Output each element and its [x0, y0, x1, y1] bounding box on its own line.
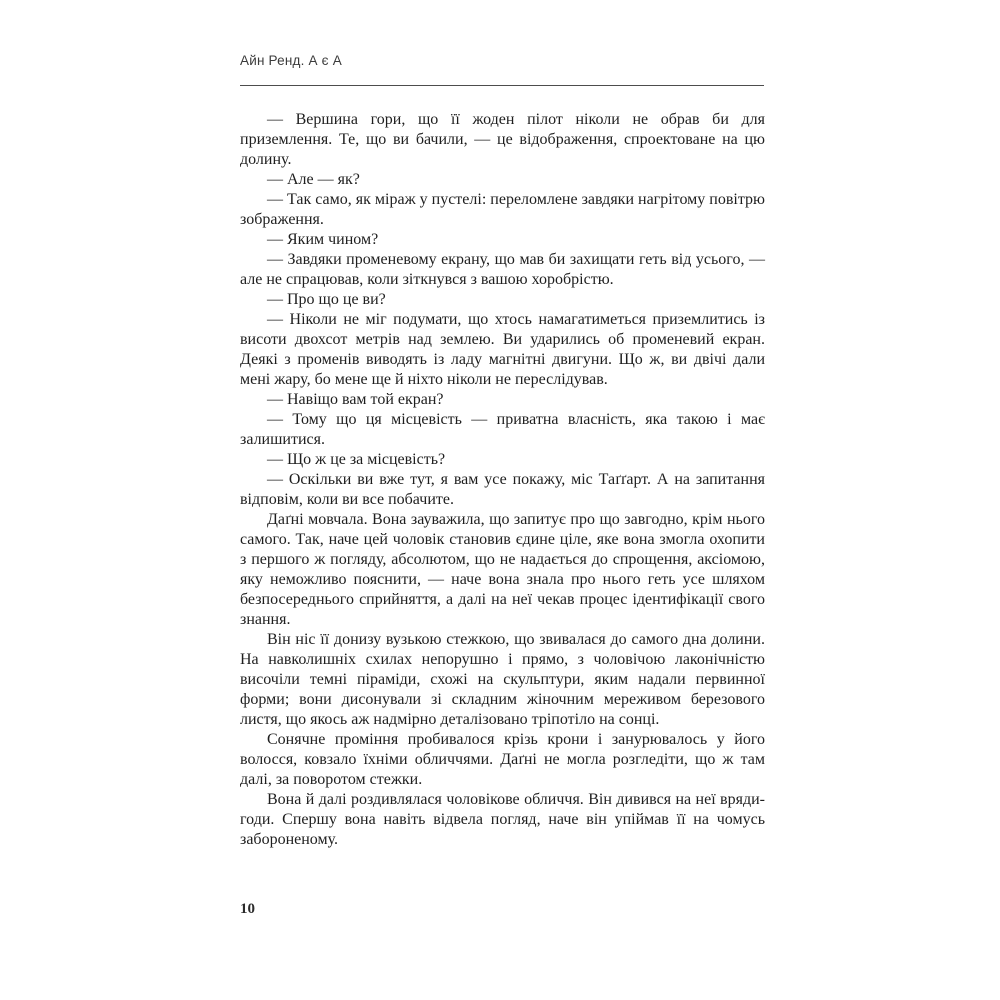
paragraph: — Але — як?: [267, 171, 360, 188]
paragraph: — Про що це ви?: [267, 291, 386, 308]
paragraph: Він ніс її донизу вузькою стежкою, що звивалася до самого дна долини. На навколишніх схилах непорушно і прямо, з чоловічою лаконічністю височіли темні піраміди, схожі на скульптури, яким надали первинної форми; вони дисонували зі складним жіночним мереживом березового листя, що якось аж надмірно деталізовано тріпотіло на сонці.: [240, 631, 765, 728]
running-title: Айн Ренд. А є А: [240, 53, 342, 68]
paragraph: — Завдяки променевому екрану, що мав би захищати геть від усього, — але не спрацював, коли зіткнувся з вашою хоробрістю.: [240, 251, 765, 288]
page-number: 10: [240, 901, 255, 917]
body-text: [240, 110, 765, 850]
paragraph: — Вершина гори, що її жоден пілот ніколи не обрав би для приземлення. Те, що ви бачили, — це відображення, спроектоване на цю долину.: [240, 111, 765, 168]
paragraph: Даґні мовчала. Вона зауважила, що запитує про що завгодно, крім нього самого. Так, наче цей чоловік становив єдине ціле, яке вона змогла охопити з першого ж погляду, абсолютом, що не надається до спрощення, аксіомою, яку неможливо пояснити, — наче вона знала про нього геть усе шляхом безпосереднього сприйняття, а далі на неї чекав процес ідентифікації свого знання.: [240, 511, 765, 628]
paragraph: — Навіщо вам той екран?: [267, 391, 444, 408]
paragraph: — Тому що ця місцевість — приватна власність, яка такою і має залишитися.: [240, 411, 765, 448]
paragraph: — Що ж це за місцевість?: [267, 451, 446, 468]
paragraph: — Яким чином?: [267, 231, 379, 248]
paragraph: — Ніколи не міг подумати, що хтось намагатиметься приземлитись із висоти двохсот метрів над землею. Ви ударились об променевий екран. Деякі з променів виводять із ладу магнітні двигуни. Що ж, ви двічі дали мені жару, бо мене ще й ніхто ніколи не переслідував.: [240, 311, 765, 388]
page-footer: [240, 901, 255, 918]
paragraph: Вона й далі роздивлялася чоловікове обличчя. Він дивився на неї вряди-годи. Спершу вона навіть відвела погляд, наче він упіймав її на чомусь забороненому.: [240, 791, 765, 848]
paragraph: Сонячне проміння пробивалося крізь крони і занурювалось у його волосся, ковзало їхніми обличчями. Даґні не могла розгледіти, що ж там далі, за поворотом стежки.: [240, 731, 765, 788]
running-header: [240, 52, 764, 70]
header-rule: [240, 85, 764, 86]
paragraph: — Так само, як міраж у пустелі: переломлене завдяки нагрітому повітрю зображення.: [240, 191, 765, 228]
paragraph: — Оскільки ви вже тут, я вам усе покажу, міс Таґґарт. А на запитання відповім, коли ви все побачите.: [240, 471, 765, 508]
